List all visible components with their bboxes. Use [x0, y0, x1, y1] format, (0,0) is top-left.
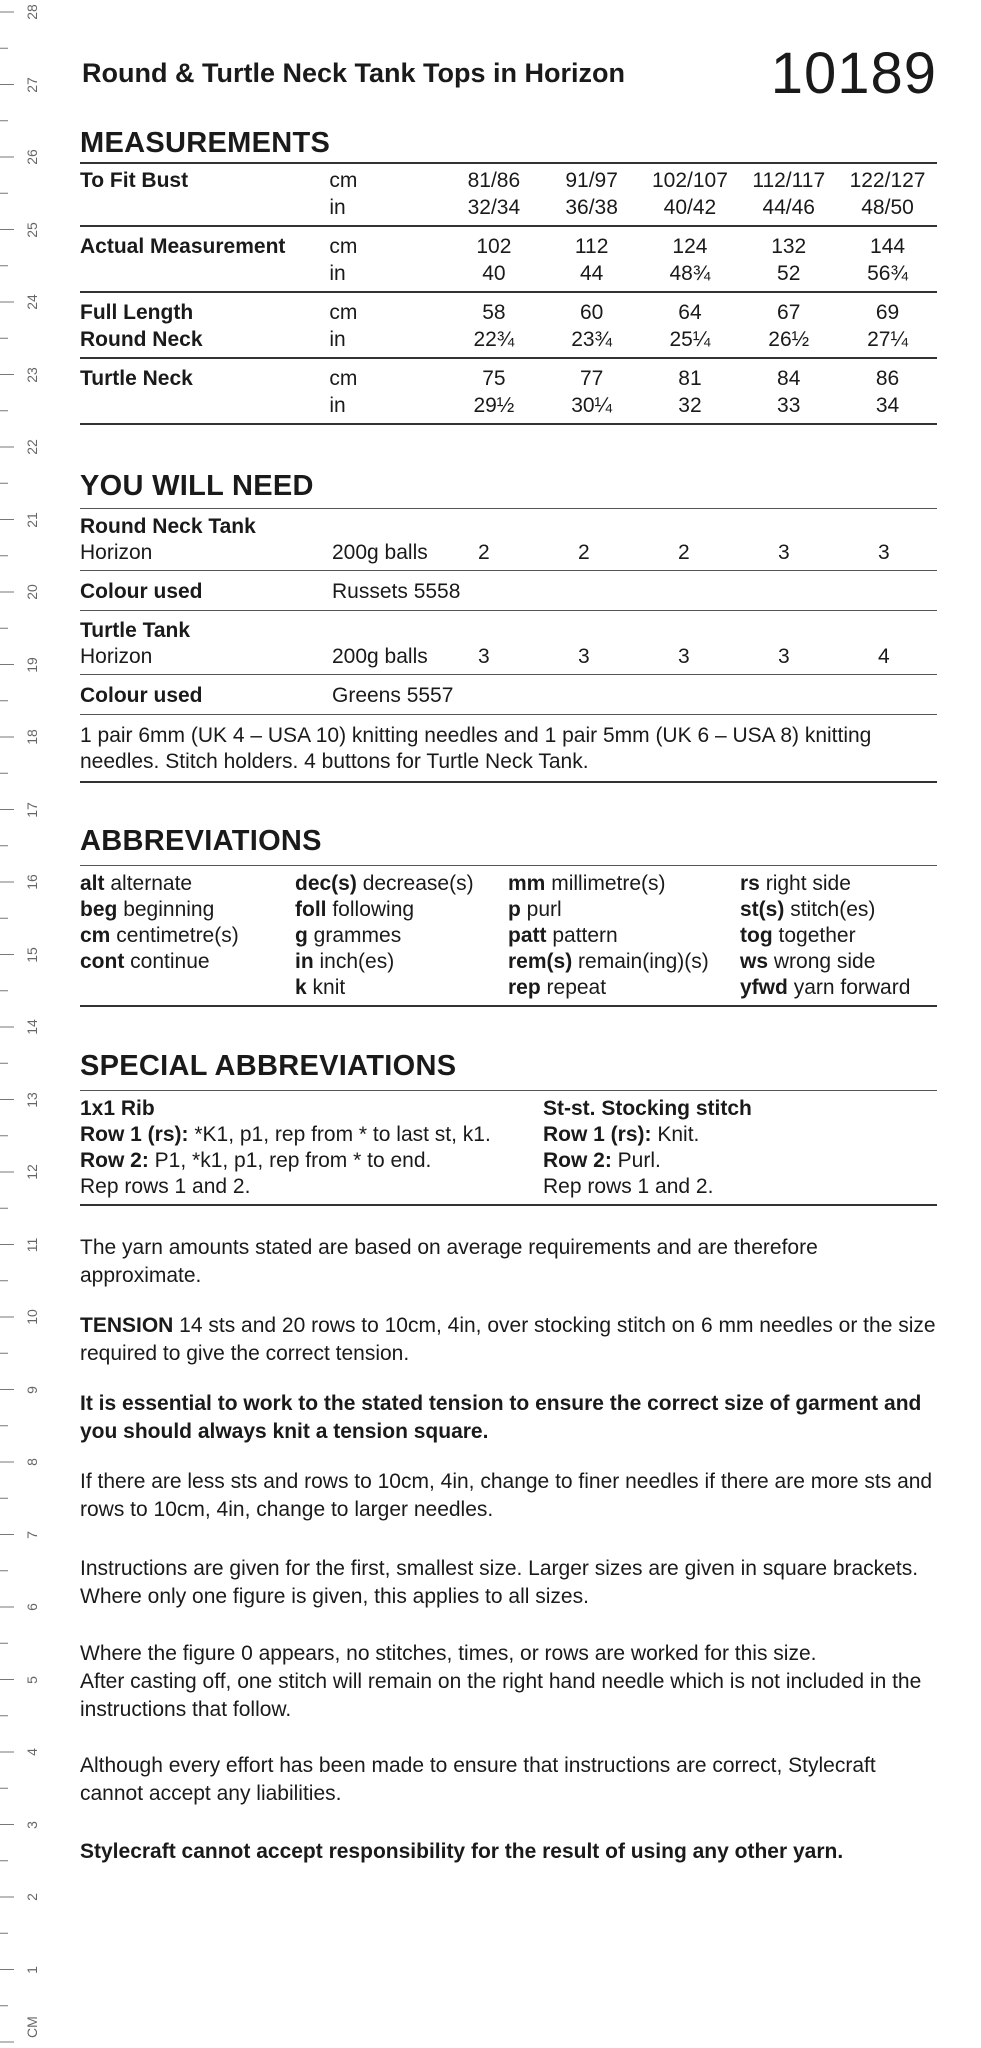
value: 67: [777, 300, 801, 324]
ruler-number: 21: [24, 511, 40, 528]
colour-value: Greens 5557: [332, 684, 454, 707]
colour-value: Russets 5558: [332, 580, 461, 603]
value: 81/86: [467, 168, 521, 192]
stst-repeat: Rep rows 1 and 2.: [543, 1175, 714, 1198]
abbreviation-item: [740, 949, 910, 975]
stst-row-1: [543, 1122, 937, 1148]
value: 69: [875, 300, 900, 324]
ruler-number: 5: [24, 1675, 40, 1684]
abbreviation-term: patt: [508, 924, 547, 947]
value: 48/50: [838, 194, 937, 226]
abbreviation-term: dec(s): [295, 872, 357, 895]
table-row: [80, 167, 937, 194]
abbreviation-meaning: centimetre(s): [116, 924, 239, 947]
abbreviation-meaning: purl: [526, 898, 562, 921]
abbreviation-meaning: pattern: [552, 924, 618, 947]
ball-size: 200g balls: [332, 645, 428, 668]
stst-block: [543, 1096, 937, 1200]
abbreviation-term: p: [508, 898, 521, 921]
needles-advice-note: If there are less sts and rows to 10cm, 4in, change to finer needles if there are more sts and rows to 10cm, 4in, change to larger needles.: [80, 1470, 933, 1521]
unit: in: [329, 326, 445, 358]
row-label: Round Neck: [80, 326, 329, 358]
zero-note: Where the figure 0 appears, no stitches, times, or rows are worked for this size.: [80, 1642, 817, 1665]
tension-label: TENSION: [80, 1314, 174, 1337]
abbreviation-meaning: repeat: [546, 976, 607, 999]
unit: in: [329, 392, 445, 424]
value: 25¼: [641, 326, 740, 358]
abbreviation-term: foll: [295, 898, 327, 921]
abbreviation-term: cont: [80, 950, 125, 973]
sizes-note: Instructions are given for the first, smallest size. Larger sizes are given in square brackets. Where only one figure is given, this applies to all sizes.: [80, 1557, 919, 1608]
value: 32: [641, 392, 740, 424]
special-abbreviations-heading: SPECIAL ABBREVIATIONS: [80, 1050, 457, 1082]
value: 22¾: [445, 326, 543, 358]
row-text: P1, *k1, p1, rep from * to end.: [148, 1149, 432, 1172]
other-yarn-note: Stylecraft cannot accept responsibility for the result of using any other yarn.: [80, 1840, 844, 1863]
ball-count: 3: [678, 645, 690, 668]
ball-count: 2: [478, 541, 490, 564]
table-row: [80, 260, 937, 292]
ruler-number: 10: [24, 1309, 40, 1325]
ball-count: 3: [478, 645, 490, 668]
colour-label: Colour used: [80, 580, 203, 603]
abbreviations-column: [508, 871, 709, 1001]
row-label: To Fit Bust: [80, 168, 189, 192]
ruler-unit-label: CM: [24, 2016, 40, 2038]
abbreviation-item: [295, 923, 474, 949]
ball-count: 3: [778, 541, 790, 564]
unit: cm: [329, 168, 358, 192]
measurements-table: [80, 167, 937, 425]
divider: [80, 570, 937, 571]
ruler-number: 11: [24, 1237, 40, 1252]
divider: [80, 674, 937, 675]
cm-ruler: [0, 0, 52, 2048]
abbreviation-term: in: [295, 950, 314, 973]
divider: [80, 714, 937, 715]
abbreviation-term: k: [295, 976, 307, 999]
ball-size: 200g balls: [332, 541, 428, 564]
abbreviation-meaning: yarn forward: [793, 976, 911, 999]
stst-title: St-st. Stocking stitch: [543, 1097, 752, 1120]
stst-row-2: [543, 1148, 937, 1174]
abbreviation-item: [80, 923, 239, 949]
pattern-number: 10189: [770, 41, 937, 106]
ruler-number: 25: [24, 221, 40, 238]
value: 112: [574, 234, 609, 258]
row-label: Actual Measurement: [80, 234, 286, 258]
value: 91/97: [565, 168, 618, 192]
abbreviations-column: [740, 871, 910, 1001]
abbreviation-item: [295, 949, 474, 975]
ruler-number: 14: [24, 1019, 40, 1035]
abbreviation-item: [740, 923, 910, 949]
abbreviation-term: alt: [80, 872, 105, 895]
abbreviation-meaning: millimetre(s): [551, 872, 666, 895]
row-text: Purl.: [611, 1149, 661, 1172]
abbreviation-item: [295, 871, 474, 897]
abbreviation-item: [295, 897, 474, 923]
unit: in: [329, 194, 445, 226]
ball-count: 2: [578, 541, 590, 564]
value: 75: [482, 366, 506, 390]
ruler-number: 28: [24, 4, 40, 20]
value: 40/42: [641, 194, 740, 226]
value: 64: [678, 300, 702, 324]
abbreviation-item: [508, 923, 709, 949]
ruler-number: 26: [24, 149, 40, 165]
tension-note: [80, 1312, 937, 1368]
value: 30¼: [543, 392, 641, 424]
ball-count: 4: [878, 645, 890, 668]
abbreviation-item: [508, 949, 709, 975]
value: 40: [445, 260, 543, 292]
ruler-number: 2: [24, 1893, 40, 1901]
abbreviation-item: [508, 975, 709, 1001]
ball-count: 3: [778, 645, 790, 668]
unit: cm: [329, 234, 358, 258]
needles-line-2: needles. Stitch holders. 4 buttons for Turtle Neck Tank.: [80, 750, 589, 773]
value: 52: [739, 260, 838, 292]
abbreviation-term: cm: [80, 924, 111, 947]
ball-count: 3: [878, 541, 890, 564]
table-row: [80, 358, 937, 392]
table-row: [80, 292, 937, 326]
unit: cm: [329, 300, 358, 324]
value: 84: [777, 366, 801, 390]
abbreviation-term: tog: [740, 924, 773, 947]
ruler-number: 24: [24, 294, 40, 310]
value: 29½: [445, 392, 543, 424]
divider: [80, 162, 937, 164]
you-will-need-heading: YOU WILL NEED: [80, 470, 314, 502]
row-label: [80, 392, 329, 424]
table-row: [80, 226, 937, 260]
yarn-name: Horizon: [80, 645, 153, 668]
yarn-name: Horizon: [80, 541, 153, 564]
abbreviations-grid: [80, 871, 937, 1001]
you-will-need-section: [80, 470, 937, 790]
ruler-number: 1: [24, 1965, 40, 1974]
ruler-number: 27: [24, 76, 40, 93]
header: [80, 41, 937, 110]
abbreviation-item: [740, 975, 910, 1001]
abbreviation-item: [80, 897, 239, 923]
abbreviation-item: [740, 897, 910, 923]
rib-title: 1x1 Rib: [80, 1097, 155, 1120]
row-label: Row 2:: [543, 1149, 612, 1172]
abbreviation-item: [508, 871, 709, 897]
divider: [80, 1005, 937, 1007]
abbreviation-term: yfwd: [740, 976, 788, 999]
divider: [80, 508, 937, 509]
round-neck-title: Round Neck Tank: [80, 515, 256, 538]
casting-off-note: After casting off, one stitch will remain on the right hand needle which is not included in the instructions that follow.: [80, 1670, 922, 1721]
abbreviation-meaning: alternate: [110, 872, 193, 895]
row-label: Row 1 (rs):: [80, 1123, 189, 1146]
abbreviation-meaning: following: [332, 898, 415, 921]
divider: [80, 865, 937, 866]
value: 102: [476, 234, 512, 258]
value: 77: [579, 366, 604, 390]
value: 132: [771, 234, 807, 258]
ruler-number: 15: [24, 946, 40, 963]
ruler-number: 12: [24, 1164, 40, 1180]
rib-row-1: [80, 1122, 520, 1148]
value: 32/34: [445, 194, 543, 226]
table-row: [80, 194, 937, 226]
unit: in: [329, 260, 445, 292]
abbreviation-item: [508, 897, 709, 923]
abbreviations-column: [295, 871, 474, 1001]
divider: [80, 1090, 937, 1091]
table-row: [80, 392, 937, 424]
round-neck-colour-row: [80, 579, 937, 605]
abbreviation-meaning: wrong side: [773, 950, 876, 973]
ruler-number: 13: [24, 1091, 40, 1108]
page-title: Round & Turtle Neck Tank Tops in Horizon: [82, 58, 626, 88]
ruler-number: 9: [24, 1385, 40, 1394]
abbreviation-term: g: [295, 924, 308, 947]
value: 58: [482, 300, 506, 324]
row-label: Full Length: [80, 300, 194, 324]
ruler-number: 18: [24, 729, 40, 745]
value: 48¾: [641, 260, 740, 292]
row-label: [80, 194, 329, 226]
value: 34: [838, 392, 937, 424]
abbreviation-term: mm: [508, 872, 546, 895]
abbreviation-meaning: beginning: [123, 898, 215, 921]
ruler-number: 8: [24, 1458, 40, 1466]
abbreviation-term: st(s): [740, 898, 785, 921]
round-neck-yarn-row: [80, 540, 937, 566]
abbreviation-item: [80, 949, 239, 975]
abbreviation-meaning: right side: [765, 872, 851, 895]
special-abbreviations-section: [80, 1050, 937, 1205]
needles-line-1: 1 pair 6mm (UK 4 – USA 10) knitting needles and 1 pair 5mm (UK 6 – USA 8) knitting: [80, 724, 872, 747]
row-label: Row 2:: [80, 1149, 149, 1172]
turtle-title: Turtle Tank: [80, 619, 191, 642]
abbreviation-item: [295, 975, 474, 1001]
abbreviation-meaning: decrease(s): [362, 872, 474, 895]
turtle-yarn-row: [80, 644, 937, 670]
divider: [80, 610, 937, 611]
value: 36/38: [543, 194, 641, 226]
value: 86: [875, 366, 900, 390]
liability-note: Although every effort has been made to ensure that instructions are correct, Stylecraft cannot accept any liabilities.: [80, 1754, 876, 1805]
value: 44/46: [739, 194, 838, 226]
abbreviation-term: rem(s): [508, 950, 573, 973]
ruler-number: 19: [24, 656, 40, 673]
ruler-number: 22: [24, 439, 40, 455]
value: 112/117: [752, 168, 826, 192]
abbreviation-meaning: grammes: [313, 924, 402, 947]
ruler-number: 3: [24, 1820, 40, 1829]
abbreviation-meaning: remain(ing)(s): [578, 950, 709, 973]
yarn-amounts-note: The yarn amounts stated are based on average requirements and are therefore approximate.: [80, 1236, 818, 1287]
rib-repeat: Rep rows 1 and 2.: [80, 1175, 251, 1198]
row-text: Knit.: [651, 1123, 700, 1146]
ruler-number: 23: [24, 366, 40, 383]
measurements-heading: MEASUREMENTS: [80, 127, 331, 159]
value: 124: [672, 234, 708, 258]
abbreviations-heading: ABBREVIATIONS: [80, 825, 322, 857]
abbreviation-meaning: inch(es): [319, 950, 395, 973]
abbreviation-item: [740, 871, 910, 897]
unit: cm: [329, 366, 358, 390]
value: 122/127: [849, 168, 926, 192]
row-label: Row 1 (rs):: [543, 1123, 652, 1146]
ball-count: 2: [678, 541, 690, 564]
abbreviation-item: [80, 871, 239, 897]
value: 81: [678, 366, 702, 390]
abbreviation-term: rs: [740, 872, 760, 895]
ruler-number: 7: [24, 1530, 40, 1539]
abbreviation-meaning: together: [778, 924, 856, 947]
value: 144: [870, 234, 906, 258]
row-label: [80, 260, 329, 292]
abbreviation-meaning: continue: [130, 950, 210, 973]
divider: [80, 781, 937, 783]
tension-text: 14 sts and 20 rows to 10cm, 4in, over stocking stitch on 6 mm needles or the size required to give the correct tension.: [80, 1314, 936, 1365]
row-text: *K1, p1, rep from * to last st, k1.: [188, 1123, 491, 1146]
ruler-number: 20: [24, 584, 40, 600]
ruler-number: 6: [24, 1603, 40, 1611]
abbreviation-meaning: stitch(es): [790, 898, 876, 921]
divider: [80, 1204, 937, 1206]
ruler-number: 17: [24, 801, 40, 818]
rib-row-2: [80, 1148, 520, 1174]
value: 56¾: [838, 260, 937, 292]
abbreviation-term: rep: [508, 976, 541, 999]
ruler-number: 4: [24, 1748, 40, 1756]
value: 33: [739, 392, 838, 424]
colour-label: Colour used: [80, 684, 203, 707]
abbreviation-term: ws: [740, 950, 769, 973]
value: 44: [543, 260, 641, 292]
table-row: [80, 326, 937, 358]
rib-block: [80, 1096, 520, 1200]
abbreviations-column: [80, 871, 239, 975]
measurements-section: [80, 127, 937, 425]
abbreviation-meaning: knit: [312, 976, 346, 999]
essential-note: It is essential to work to the stated tension to ensure the correct size of garment and you should always knit a tension square.: [80, 1392, 922, 1443]
value: 60: [579, 300, 604, 324]
value: 26½: [739, 326, 838, 358]
row-label: Turtle Neck: [80, 366, 193, 390]
value: 102/107: [651, 168, 728, 192]
value: 23¾: [543, 326, 641, 358]
ball-count: 3: [578, 645, 590, 668]
value: 27¼: [838, 326, 937, 358]
abbreviation-term: beg: [80, 898, 118, 921]
ruler-number: 16: [24, 874, 40, 890]
abbreviations-section: [80, 825, 937, 1015]
turtle-colour-row: [80, 683, 937, 709]
